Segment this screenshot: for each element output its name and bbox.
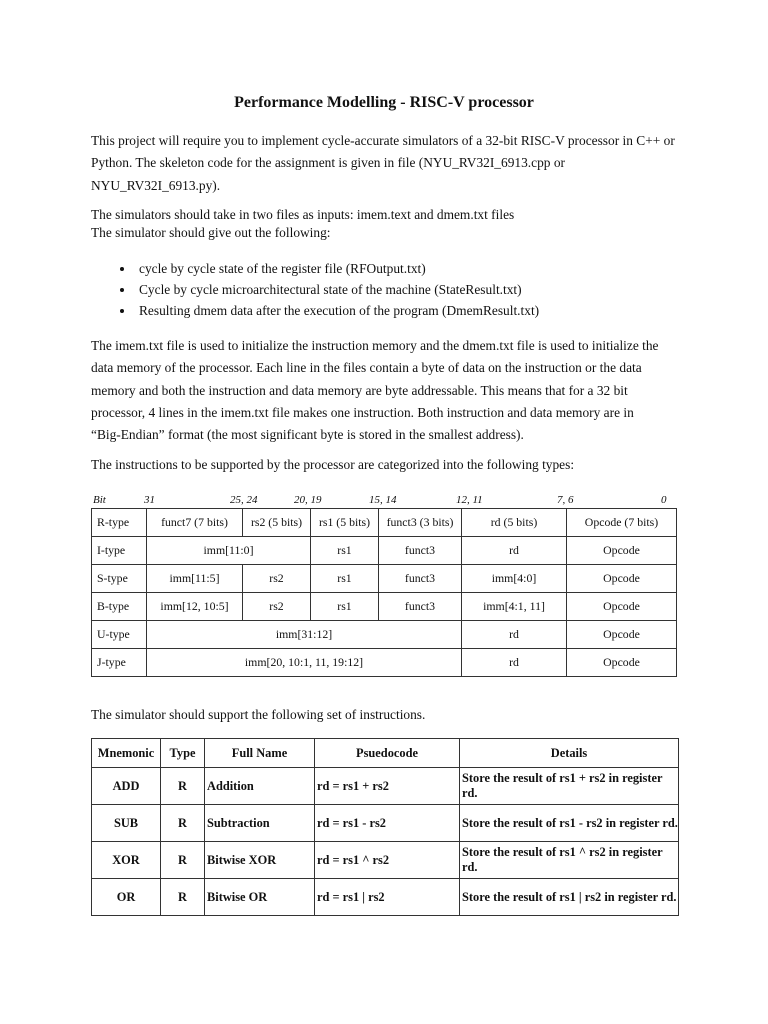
table-cell: imm[4:1, 11] — [462, 593, 567, 621]
table-cell: funct3 — [379, 537, 462, 565]
bit-label: 0 — [661, 494, 667, 506]
intro-line: This project will require you to implement cycle-accurate simulators of a 32-bit RISC-V processor in C++ or — [91, 133, 675, 148]
instructions-intro: The simulator should support the following set of instructions. — [91, 707, 426, 722]
table-row — [92, 879, 679, 916]
table-cell: rs1 — [311, 593, 379, 621]
table-cell: Opcode — [567, 621, 677, 649]
bit-label: 15, 14 — [369, 494, 397, 506]
inputs-line: The simulators should take in two files as inputs: imem.text and dmem.txt files — [91, 207, 515, 222]
table-cell: Opcode — [567, 593, 677, 621]
details-cell: Store the result of rs1 | rs2 in register rd. — [460, 879, 679, 916]
table-cell: funct7 (7 bits) — [147, 509, 243, 537]
intro-paragraph — [91, 130, 681, 197]
intro-line: NYU_RV32I_6913.py). — [91, 177, 221, 193]
memory-line: The imem.txt file is used to initialize the instruction memory and the dmem.txt file is used to initialize the — [91, 338, 659, 353]
mnemonic-cell: SUB — [92, 805, 161, 842]
table-cell: rs1 — [311, 537, 379, 565]
format-name: J-type — [92, 649, 147, 677]
bit-label: 7, 6 — [557, 494, 574, 506]
inputs-line: The simulator should give out the following: — [91, 225, 331, 240]
types-intro: The instructions to be supported by the processor are categorized into the following types: — [91, 457, 575, 472]
pseudocode-cell: rd = rs1 + rs2 — [315, 768, 460, 805]
table-cell: imm[12, 10:5] — [147, 593, 243, 621]
table-cell: imm[20, 10:1, 11, 19:12] — [147, 649, 462, 677]
table-row — [92, 593, 677, 621]
format-name: I-type — [92, 537, 147, 565]
table-cell: Opcode — [567, 565, 677, 593]
table-row — [92, 621, 677, 649]
list-item: • Resulting dmem data after the execution of the program (DmemResult.txt) — [135, 300, 695, 321]
full-name-cell: Bitwise XOR — [205, 842, 315, 879]
type-cell: R — [161, 805, 205, 842]
table-cell: funct3 (3 bits) — [379, 509, 462, 537]
pseudocode-cell: rd = rs1 | rs2 — [315, 879, 460, 916]
table-cell: rd — [462, 537, 567, 565]
table-cell: Opcode (7 bits) — [567, 509, 677, 537]
type-cell: R — [161, 879, 205, 916]
table-cell: rs2 (5 bits) — [243, 509, 311, 537]
format-name: U-type — [92, 621, 147, 649]
table-cell: rs2 — [243, 565, 311, 593]
table-cell: rs1 (5 bits) — [311, 509, 379, 537]
mnemonic-cell: ADD — [92, 768, 161, 805]
full-name-cell: Bitwise OR — [205, 879, 315, 916]
intro-line: Python. The skeleton code for the assignment is given in file (NYU_RV32I_6913.cpp or — [91, 155, 565, 171]
table-cell: rd (5 bits) — [462, 509, 567, 537]
table-cell: imm[11:5] — [147, 565, 243, 593]
bit-position-header — [91, 494, 676, 508]
format-name: B-type — [92, 593, 147, 621]
memory-paragraph — [91, 335, 681, 446]
table-row — [92, 565, 677, 593]
column-header: Psuedocode — [315, 739, 460, 768]
table-cell: funct3 — [379, 593, 462, 621]
list-item: • Cycle by cycle microarchitectural state of the machine (StateResult.txt) — [135, 279, 695, 300]
table-row — [92, 768, 679, 805]
full-name-cell: Addition — [205, 768, 315, 805]
pseudocode-cell: rd = rs1 - rs2 — [315, 805, 460, 842]
full-name-cell: Subtraction — [205, 805, 315, 842]
bit-label: 20, 19 — [294, 494, 322, 506]
memory-line: processor, 4 lines in the imem.txt file makes one instruction. Both instruction and data memory are in — [91, 404, 634, 420]
table-cell: rd — [462, 621, 567, 649]
outputs-list — [107, 258, 695, 321]
mnemonic-cell: OR — [92, 879, 161, 916]
bit-label: Bit — [93, 494, 106, 506]
table-row — [92, 842, 679, 879]
table-cell: rs1 — [311, 565, 379, 593]
format-name: R-type — [92, 509, 147, 537]
table-row — [92, 537, 677, 565]
format-name: S-type — [92, 565, 147, 593]
table-row — [92, 509, 677, 537]
bit-label: 31 — [144, 494, 155, 506]
bit-label: 12, 11 — [456, 494, 483, 506]
table-row — [92, 649, 677, 677]
type-cell: R — [161, 842, 205, 879]
details-cell: Store the result of rs1 + rs2 in register rd. — [460, 768, 679, 805]
table-cell: rd — [462, 649, 567, 677]
table-cell: imm[11:0] — [147, 537, 311, 565]
mnemonic-cell: XOR — [92, 842, 161, 879]
column-header: Type — [161, 739, 205, 768]
pseudocode-cell: rd = rs1 ^ rs2 — [315, 842, 460, 879]
bit-label: 25, 24 — [230, 494, 258, 506]
details-cell: Store the result of rs1 - rs2 in register rd. — [460, 805, 679, 842]
memory-line: data memory of the processor. Each line in the files contain a byte of data on the instruction or the data — [91, 360, 642, 376]
column-header: Mnemonic — [92, 739, 161, 768]
column-header: Full Name — [205, 739, 315, 768]
table-header-row — [92, 739, 679, 768]
table-cell: Opcode — [567, 649, 677, 677]
details-cell: Store the result of rs1 ^ rs2 in register rd. — [460, 842, 679, 879]
table-cell: imm[4:0] — [462, 565, 567, 593]
instruction-format-table — [91, 508, 677, 677]
inputs-paragraph — [91, 206, 681, 242]
list-item: • cycle by cycle state of the register file (RFOutput.txt) — [135, 258, 695, 279]
table-cell: funct3 — [379, 565, 462, 593]
table-cell: rs2 — [243, 593, 311, 621]
memory-line: “Big-Endian” format (the most significant byte is stored in the smallest address). — [91, 427, 524, 443]
instruction-table — [91, 738, 679, 916]
table-cell: imm[31:12] — [147, 621, 462, 649]
table-row — [92, 805, 679, 842]
memory-line: memory and both the instruction and data memory are byte addressable. This means that for a 32 bit — [91, 382, 628, 398]
column-header: Details — [460, 739, 679, 768]
type-cell: R — [161, 768, 205, 805]
table-cell: Opcode — [567, 537, 677, 565]
page-title: Performance Modelling - RISC-V processor — [234, 94, 534, 111]
